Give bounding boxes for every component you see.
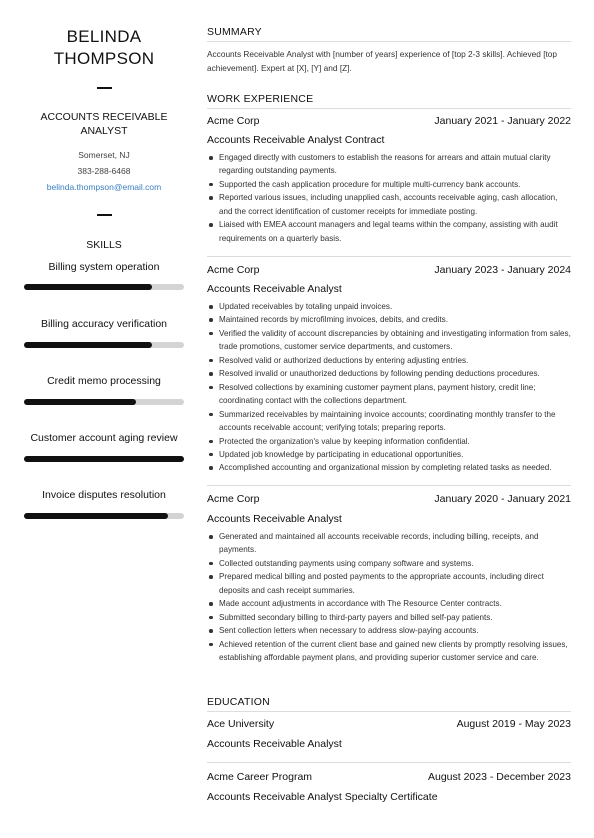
list-item: Prepared medical billing and posted payments to the appropriate accounts, including direct deposits and cash receipt summaries. xyxy=(207,570,571,597)
main-content xyxy=(207,0,571,838)
job-divider xyxy=(207,485,571,486)
list-item: Supported the cash application procedure for multiple multi-currency bank accounts. xyxy=(207,178,571,191)
list-item: Sent collection letters when necessary to address slow-paying accounts. xyxy=(207,624,571,637)
list-item: Generated and maintained all accounts receivable records, including billing, receipts, and payments. xyxy=(207,530,571,557)
list-item: Engaged directly with customers to establish the reasons for arrears and attain mutual clarity regarding outstanding payments. xyxy=(207,151,571,178)
experience-heading: WORK EXPERIENCE xyxy=(207,93,314,105)
job-role: Accounts Receivable Analyst xyxy=(207,283,342,295)
summary-text: Accounts Receivable Analyst with [number of years] experience of [top 2-3 skills]. Achieved [top achievement]. Expert at [X], [Y] and [Z]. xyxy=(207,49,558,73)
location: Somerset, NJ xyxy=(78,150,130,160)
job-role: Accounts Receivable Analyst Contract xyxy=(207,134,385,146)
section-divider xyxy=(207,41,571,42)
divider xyxy=(97,214,112,216)
school-name: Acme Career Program xyxy=(207,771,313,783)
list-item: Resolved collections by examining customer payment plans, payment history, credit line; coordinating contact with the collections department. xyxy=(207,381,571,408)
skills-heading: SKILLS xyxy=(86,239,122,251)
list-item: Protected the organization's value by keeping information confidential. xyxy=(207,435,571,448)
skill-label: Billing accuracy verification xyxy=(40,318,168,330)
list-item: Reported various issues, including unapplied cash, accounts receivable aging, cash allocation, and the correct identification of customer receipts for immediate posting. xyxy=(207,191,571,218)
company-name: Acme Corp xyxy=(207,115,260,127)
degree: Accounts Receivable Analyst Specialty Certificate xyxy=(207,791,438,803)
skill-label: Customer account aging review xyxy=(30,432,178,444)
skill-bar-fill xyxy=(24,284,152,290)
skill-bar xyxy=(24,399,184,405)
list-item: Made account adjustments in accordance with The Resource Center contracts. xyxy=(207,597,571,610)
list-item: Accomplished accounting and organizational mission by completing related tasks as needed. xyxy=(207,461,571,474)
skill-bar xyxy=(24,456,184,462)
section-divider xyxy=(207,711,571,712)
skill-bar-fill xyxy=(24,342,152,348)
job-dates: January 2020 - January 2021 xyxy=(434,493,571,505)
education-heading: EDUCATION xyxy=(207,696,270,708)
email-link[interactable]: belinda.thompson@email.com xyxy=(46,182,162,192)
skill-bar-fill xyxy=(24,513,168,519)
list-item: Verified the validity of account discrepancies by obtaining and investigating information from sales, trade promotions, customer service departments, and customers. xyxy=(207,327,571,354)
divider xyxy=(97,87,112,89)
degree: Accounts Receivable Analyst xyxy=(207,738,342,750)
list-item: Maintained records by microfilming invoices, debits, and credits. xyxy=(207,313,571,326)
skill-label: Billing system operation xyxy=(48,261,160,273)
job-dates: January 2021 - January 2022 xyxy=(434,115,571,127)
summary-heading: SUMMARY xyxy=(207,26,262,38)
list-item: Collected outstanding payments using company software and systems. xyxy=(207,557,571,570)
skill-bar xyxy=(24,513,184,519)
skill-label: Invoice disputes resolution xyxy=(42,489,166,501)
list-item: Liaised with EMEA account managers and legal teams within the company, assisting with audit requirements on a quarterly basis. xyxy=(207,218,571,245)
skill-bar-fill xyxy=(24,399,136,405)
job-role: Accounts Receivable Analyst xyxy=(207,513,342,525)
first-name: BELINDA xyxy=(66,27,142,46)
last-name: THOMPSON xyxy=(53,49,155,68)
education-dates: August 2019 - May 2023 xyxy=(456,718,571,730)
skill-bar xyxy=(24,284,184,290)
phone: 383-288-6468 xyxy=(77,166,131,176)
list-item: Summarized receivables by maintaining invoice accounts; coordinating monthly transfer to the accounts receivable account; verifying totals; preparing reports. xyxy=(207,408,571,435)
list-item: Updated receivables by totaling unpaid invoices. xyxy=(207,300,571,313)
company-name: Acme Corp xyxy=(207,264,260,276)
skill-label: Credit memo processing xyxy=(47,375,161,387)
job-bullets xyxy=(207,300,571,475)
school-name: Ace University xyxy=(207,718,275,730)
company-name: Acme Corp xyxy=(207,493,260,505)
skill-bar xyxy=(24,342,184,348)
section-divider xyxy=(207,108,571,109)
job-title: ACCOUNTS RECEIVABLE ANALYST xyxy=(40,111,168,137)
skill-bar-fill xyxy=(24,456,184,462)
list-item: Submitted secondary billing to third-party payers and billed self-pay patients. xyxy=(207,611,571,624)
list-item: Resolved valid or authorized deductions by entering adjusting entries. xyxy=(207,354,571,367)
list-item: Achieved retention of the current client base and gained new clients by promptly resolving issues, establishing affordable payment plans, and providing superior customer service and care. xyxy=(207,638,571,665)
education-divider xyxy=(207,762,571,763)
candidate-name xyxy=(0,26,208,70)
job-dates: January 2023 - January 2024 xyxy=(434,264,571,276)
list-item: Resolved invalid or unauthorized deductions by following pending deductions procedures. xyxy=(207,367,571,380)
sidebar xyxy=(0,0,208,838)
job-bullets xyxy=(207,530,571,665)
job-bullets xyxy=(207,151,571,245)
list-item: Updated job knowledge by participating in educational opportunities. xyxy=(207,448,571,461)
education-dates: August 2023 - December 2023 xyxy=(427,771,571,783)
job-divider xyxy=(207,256,571,257)
